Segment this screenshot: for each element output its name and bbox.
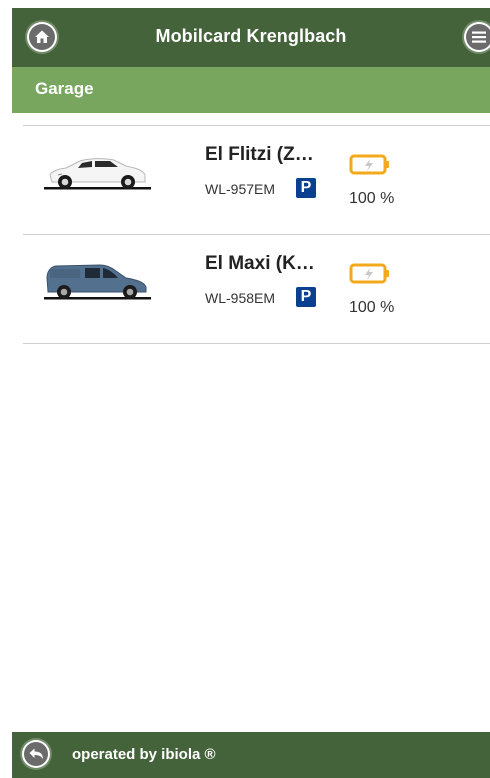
- license-plate: WL-957EM: [205, 181, 276, 197]
- footer: [12, 732, 490, 778]
- white-car-icon: [40, 148, 155, 196]
- parking-badge: P: [296, 287, 316, 307]
- blue-van-icon: [40, 257, 155, 305]
- battery-charge: 100 %: [349, 299, 395, 316]
- battery-icon: [349, 261, 391, 285]
- battery-charge: 100 %: [349, 190, 395, 207]
- operator-credit: operated by ibiola ®: [72, 746, 216, 763]
- vehicle-item[interactable]: [23, 125, 490, 234]
- vehicle-list: [23, 125, 490, 344]
- header: [12, 8, 490, 67]
- menu-button[interactable]: [464, 22, 490, 52]
- vehicle-name: El Maxi (K…: [205, 253, 315, 274]
- back-icon: [22, 740, 50, 768]
- back-button[interactable]: [22, 740, 50, 768]
- menu-icon: [464, 22, 490, 52]
- vehicle-item[interactable]: [23, 234, 490, 344]
- battery-icon: [349, 152, 391, 176]
- section-header: [12, 67, 490, 113]
- parking-badge: P: [296, 178, 316, 198]
- section-title: Garage: [35, 79, 94, 98]
- page-title: Mobilcard Krenglbach: [155, 26, 347, 46]
- vehicle-name: El Flitzi (Z…: [205, 144, 314, 165]
- license-plate: WL-958EM: [205, 290, 276, 306]
